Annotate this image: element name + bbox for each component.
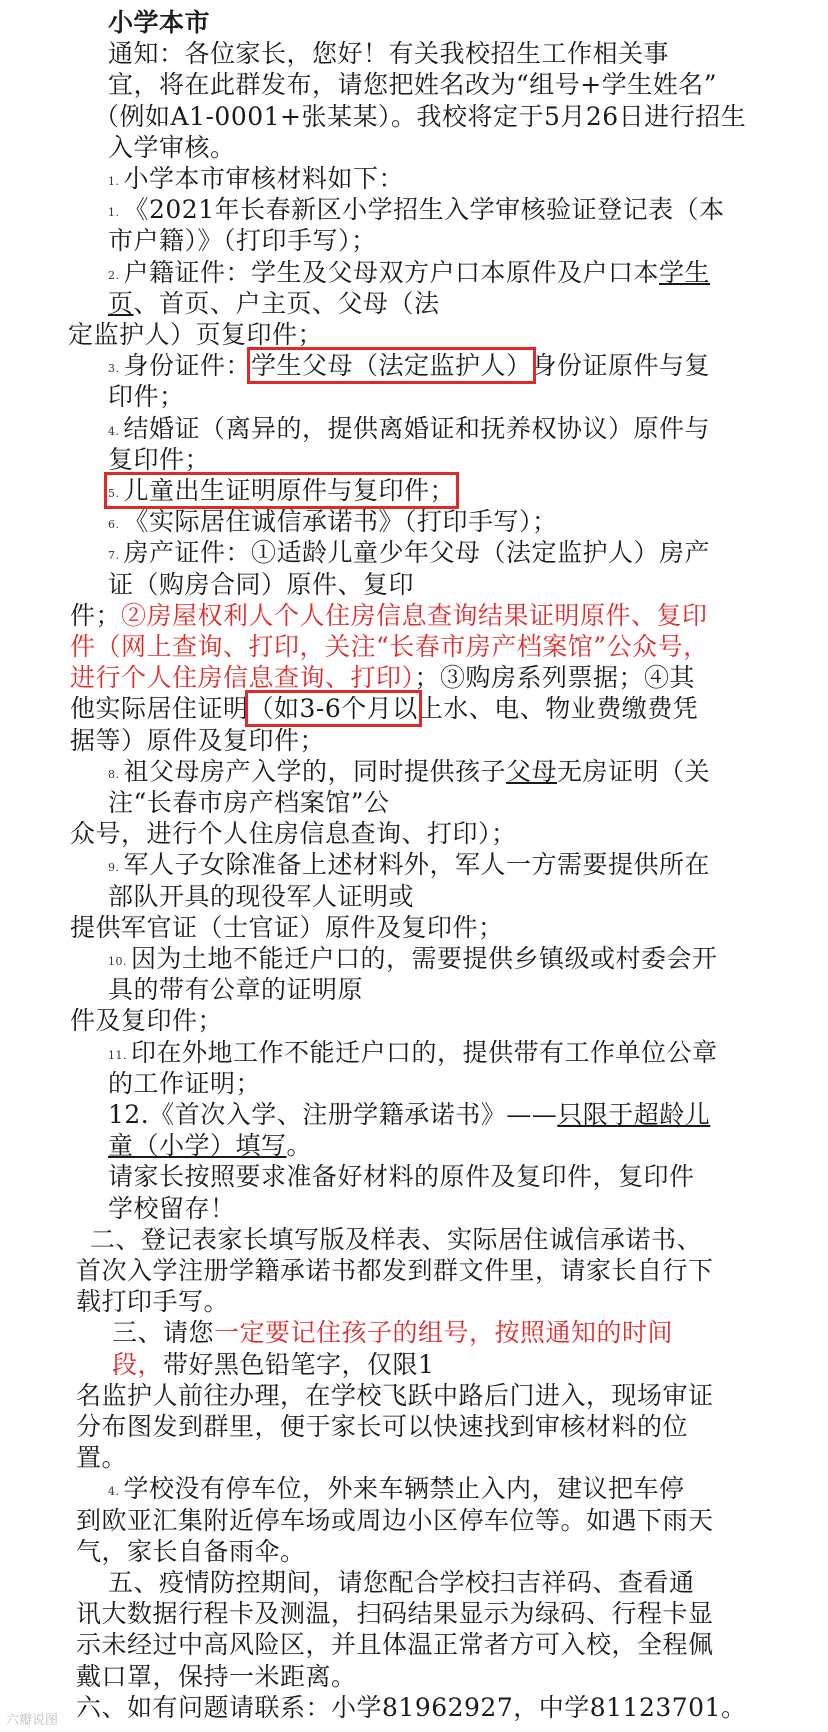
section3-red-text: 段，	[112, 1349, 164, 1379]
item7-line7: 据等）原件及复印件；	[70, 725, 326, 755]
item1-line2: 市户籍）》（打印手写）；	[108, 226, 377, 256]
item-number: 8.	[108, 767, 120, 781]
reminder-line: 请家长按照要求准备好材料的原件及复印件，复印件	[108, 1162, 695, 1192]
section3-text: 三、请您	[112, 1318, 215, 1348]
item-number: 7.	[108, 549, 120, 563]
watermark: 六瓣说图	[6, 1713, 59, 1728]
item7-red-text: ②房屋权利人个人住房信息查询结果证明原件、复印	[121, 600, 708, 630]
item12-line	[108, 1100, 710, 1130]
item8-text: 无房证明（关	[557, 756, 711, 786]
item4-text: 结婚证（离异的，提供离婚证和抚养权协议）原件与	[123, 413, 711, 443]
item10-line2: 具的带有公章的证明原	[108, 975, 364, 1005]
item7-text: ；③购房系列票据；④其	[414, 663, 696, 693]
item2-underlined: 页	[108, 288, 134, 318]
item12-text: 。	[286, 1131, 313, 1161]
item5-text: 儿童出生证明原件与复印件；	[123, 476, 456, 505]
item6-line	[108, 507, 558, 540]
item12-underlined: 只限于超龄儿	[557, 1100, 711, 1129]
section4-line2: 到欧亚汇集附近停车场或周边小区停车位等。如遇下雨天	[76, 1505, 714, 1535]
section4-line3: 气，家长自备雨伞。	[76, 1536, 306, 1566]
reminder-line: 学校留存！	[108, 1193, 236, 1223]
section5-line: 讯大数据行程卡及测温，扫码结果显示为绿码、行程卡显	[76, 1599, 714, 1629]
section2-line: 二、登记表家长填写版及样表、实际居住诚信承诺书、	[90, 1224, 703, 1254]
item5-line	[108, 476, 455, 509]
section5-line: 示未经过中高风险区，并且体温正常者方可入校，全程佩	[76, 1630, 714, 1660]
doc-title: 小学本市	[108, 8, 211, 37]
item7-line	[108, 538, 710, 571]
section6-line: 六、如有问题请联系：小学81962927，中学81123701。	[76, 1692, 747, 1722]
item9-text: 军人子女除准备上述材料外，军人一方需要提供所在	[123, 850, 711, 880]
section2-line: 首次入学注册学籍承诺书都发到群文件里，请家长自行下	[76, 1256, 714, 1285]
item8-line	[108, 757, 710, 790]
item7-text: 上水、电、物业费缴费凭	[417, 694, 699, 724]
item12-line2	[108, 1131, 312, 1161]
section5-line: 五、疫情防控期间，请您配合学校扫吉祥码、查看通	[108, 1568, 695, 1597]
intro-line: 宜，将在此群发布，请您把姓名改为“组号+学生姓名”	[108, 70, 718, 100]
item11-line	[108, 1038, 718, 1071]
intro-line: （例如A1-0001+张某某）。我校将定于5月26日进行招生	[94, 101, 747, 131]
intro-line: 入学审核。	[108, 132, 236, 162]
item2-line2	[108, 289, 440, 319]
section3-line	[112, 1318, 673, 1348]
item8-underlined: 父母	[506, 756, 558, 786]
highlight-box: 学生父母（法定监护人）	[251, 351, 532, 381]
item-number: 11.	[108, 1048, 127, 1062]
section4-line	[108, 1474, 685, 1507]
item7-line6	[70, 694, 698, 724]
item12-text: 12.《首次入学、注册学籍承诺书》——	[108, 1100, 558, 1129]
item3-text: 身份证件：	[123, 351, 252, 381]
section3-line4: 分布图发到群里，便于家长可以快速找到审核材料的位	[76, 1412, 689, 1441]
item4-line	[108, 414, 710, 447]
section1-heading	[108, 164, 404, 197]
item-number: 2.	[108, 268, 120, 282]
item11-text: 印在外地工作不能迁户口的，提供带有工作单位公章	[131, 1037, 718, 1067]
item1-line	[108, 195, 725, 228]
item-number: 4.	[108, 1485, 120, 1499]
highlight-box: （如3-6个月以	[248, 694, 418, 724]
item9-line3: 提供军官证（士官证）原件及复印件；	[70, 912, 504, 942]
item8-line2: 注“长春市房产档案馆”公	[108, 788, 390, 817]
item4-line2: 复印件；	[108, 444, 211, 474]
section4-text: 学校没有停车位，外来车辆禁止入内，建议把车停	[123, 1474, 685, 1504]
section3-line3: 名监护人前往办理，在学校飞跃中路后门进入，现场审证	[76, 1380, 714, 1410]
item-number: 9.	[108, 861, 120, 875]
section2-line: 载打印手写。	[76, 1287, 230, 1317]
section5-line: 戴口罩，保持一米距离。	[76, 1661, 357, 1691]
intro-line: 通知：各位家长，您好！有关我校招生工作相关事	[108, 39, 670, 69]
item11-line2: 的工作证明；	[108, 1068, 262, 1098]
item8-line3: 众号，进行个人住房信息查询、打印）；	[70, 819, 517, 849]
section3-line5: 置。	[76, 1443, 128, 1473]
item-number: 5.	[108, 487, 120, 500]
item7-line4: 件（网上查询、打印，关注“长春市房产档案馆”公众号，	[70, 632, 709, 661]
item-number: 1.	[108, 175, 120, 188]
item9-line2: 部队开具的现役军人证明或	[108, 881, 415, 911]
item7-text: 房产证件：①适龄儿童少年父母（法定监护人）房产	[123, 538, 711, 568]
item8-text: 祖父母房产入学的，同时提供孩子	[123, 756, 507, 786]
item2-line3: 定监护人）页复印件；	[68, 320, 324, 349]
item10-text: 因为土地不能迁户口的，需要提供乡镇级或村委会开	[131, 944, 718, 973]
section1-heading-text: 小学本市审核材料如下：	[123, 164, 405, 193]
item1-text: 《2021年长春新区小学招生入学审核验证登记表（本	[123, 195, 725, 225]
item10-line3: 件及复印件；	[70, 1006, 224, 1036]
item2-underlined: 学生	[659, 257, 711, 287]
item-number: 6.	[108, 518, 120, 532]
section3-text: 带好黑色铅笔字，仅限1	[163, 1349, 435, 1379]
item7-text: 他实际居住证明	[70, 694, 249, 724]
section3-red-text: 一定要记住孩子的组号，按照通知的时间	[214, 1318, 674, 1348]
item2-text: 、首页、户主页、父母（法	[133, 288, 440, 318]
item6-text: 《实际居住诚信承诺书》（打印手写）；	[123, 507, 558, 537]
item2-line	[108, 258, 710, 291]
item2-text: 户籍证件：学生及父母双方户口本原件及户口本	[123, 257, 660, 287]
item-number: 10.	[108, 955, 127, 968]
item7-red-text: 进行个人住房信息查询、打印）	[70, 663, 415, 693]
item3-line	[108, 351, 710, 384]
item7-line2: 证（购房合同）原件、复印	[108, 569, 415, 599]
item7-line5	[70, 663, 695, 693]
item9-line	[108, 850, 710, 883]
item-number: 3.	[108, 362, 120, 376]
item-number: 4.	[108, 424, 120, 438]
highlight-box	[108, 476, 455, 505]
item3-text: 身份证原件与复	[531, 351, 711, 381]
item10-line	[108, 944, 718, 977]
item7-line3	[70, 601, 708, 631]
item12-underlined: 童（小学）填写	[108, 1131, 287, 1161]
section3-line2	[112, 1350, 434, 1380]
item3-line2: 印件；	[108, 382, 185, 412]
item-number: 1.	[108, 206, 120, 220]
item7-text: 件；	[70, 600, 122, 630]
